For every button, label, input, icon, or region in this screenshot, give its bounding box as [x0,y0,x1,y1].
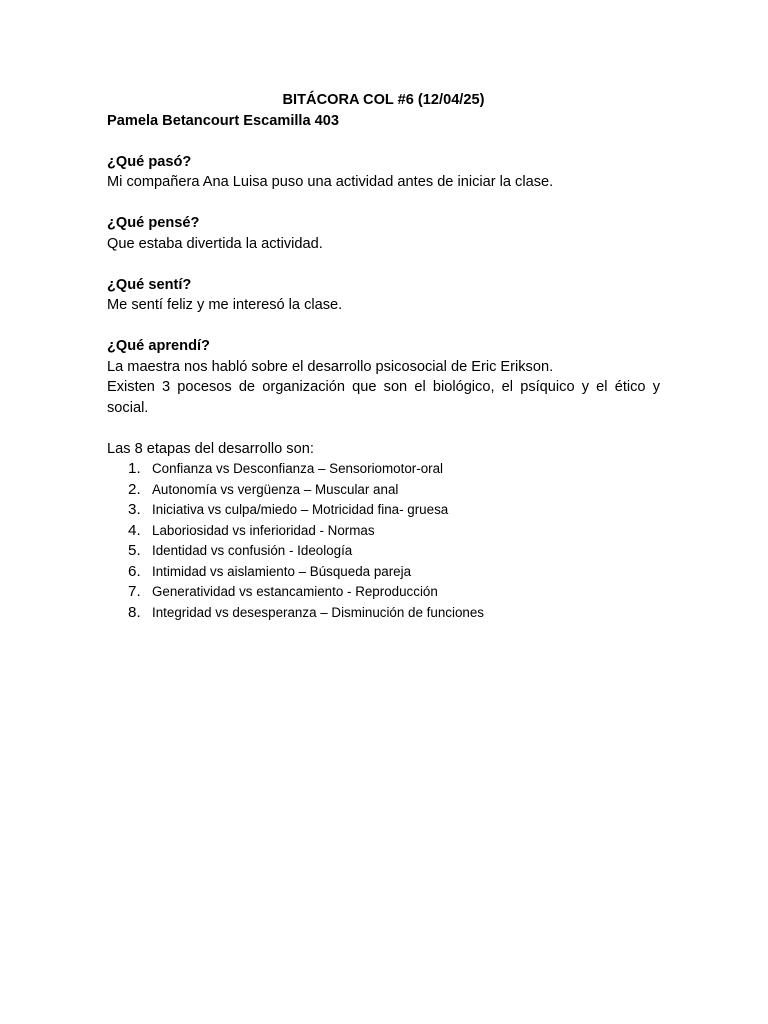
list-item [107,459,660,480]
question-heading: ¿Qué pensé? [107,215,200,231]
section-que-paso [107,152,660,193]
question-heading: ¿Qué pasó? [107,153,192,170]
author-line: Pamela Betancourt Escamilla 403 [107,112,339,129]
question-heading: ¿Qué aprendí? [107,338,210,354]
stages-section [107,439,660,624]
stages-intro: Las 8 etapas del desarrollo son: [107,440,314,457]
list-item [107,480,660,501]
list-item-text: Confianza vs Desconfianza – Sensoriomotor-oral [152,461,444,476]
list-item [107,603,660,624]
answer-paragraph: Me sentí feliz y me interesó la clase. [107,297,343,313]
section-que-pense [107,213,660,254]
list-number: 3. [128,501,141,518]
document-page [107,90,660,623]
list-item-text: Autonomía vs vergüenza – Muscular anal [152,481,399,497]
list-number: 6. [128,562,141,580]
list-number: 7. [128,583,141,600]
list-item [107,582,660,603]
list-item-text: Generatividad vs estancamiento - Reproducción [152,584,438,599]
question-heading: ¿Qué sentí? [107,276,192,293]
list-number: 4. [128,521,141,539]
list-number: 8. [128,603,141,621]
section-que-aprendi [107,336,660,418]
list-number: 2. [128,480,141,498]
stages-list [107,459,660,623]
list-item-text: Identidad vs confusión - Ideología [152,543,353,558]
list-item-text: Laboriosidad vs inferioridad - Normas [152,522,375,538]
list-number: 5. [128,542,141,559]
list-item [107,500,660,521]
list-item [107,521,660,542]
answer-paragraph: Que estaba divertida la actividad. [107,235,323,252]
list-item [107,541,660,562]
list-item-text: Intimidad vs aislamiento – Búsqueda pareja [152,563,412,579]
list-item [107,562,660,583]
answer-paragraph: Existen 3 pocesos de organización que son el biológico, el psíquico y el ético y social. [107,379,660,416]
list-item-text: Integridad vs desesperanza – Disminución de funciones [152,604,484,620]
answer-paragraph: Mi compañera Ana Luisa puso una actividad antes de iniciar la clase. [107,174,554,190]
document-title: BITÁCORA COL #6 (12/04/25) [282,92,485,108]
list-number: 1. [128,460,141,477]
section-que-senti [107,275,660,316]
answer-paragraph: La maestra nos habló sobre el desarrollo psicosocial de Eric Erikson. [107,358,554,375]
list-item-text: Iniciativa vs culpa/miedo – Motricidad fina- gruesa [152,502,449,517]
